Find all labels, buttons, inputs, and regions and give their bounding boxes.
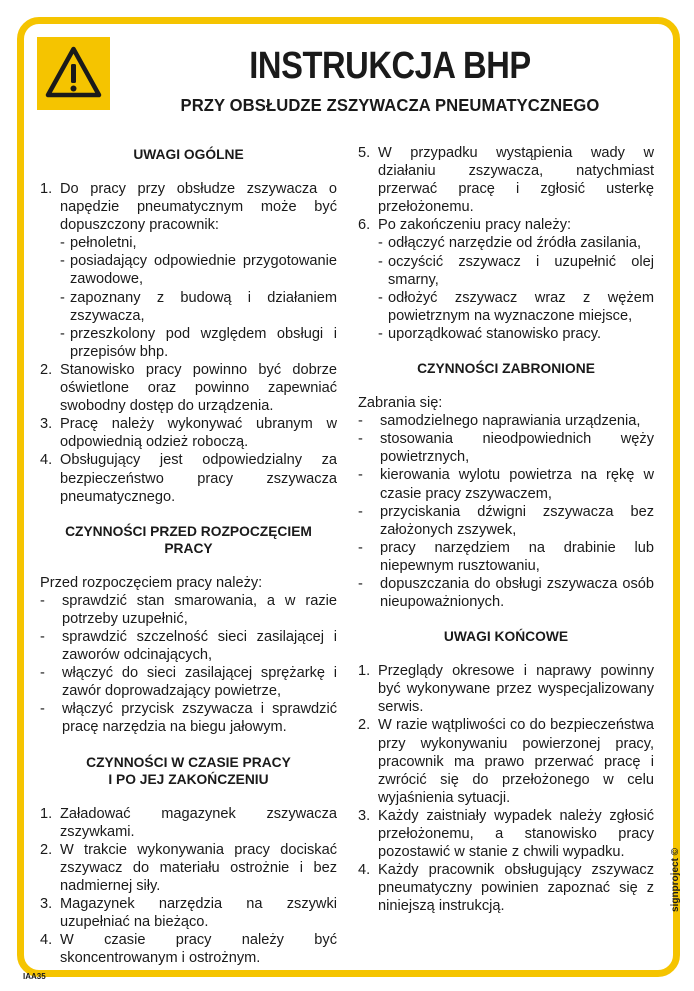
right-column — [358, 144, 654, 915]
sub-item: - przeszkolony pod względem obsługi i przepisów bhp. — [60, 325, 337, 360]
sub-item: - odłożyć zszywacz wraz z wężem powietrznym na wyznaczone miejsce, — [378, 289, 654, 324]
sub-item: - uporządkować stanowisko pracy. — [378, 325, 602, 342]
left-column — [40, 146, 337, 967]
list-item: 2. W trakcie wykonywania pracy dociskać zszywacz do materiału ostrożnie i bez nadmiernej siły. — [40, 841, 337, 894]
dash-item: - pracy narzędziem na drabinie lub niepewnym rusztowaniu, — [358, 539, 654, 574]
section-heading-during-work: CZYNNOŚCI W CZASIE PRACY — [86, 754, 291, 770]
dash-item: - przyciskania dźwigni zszywacza bez założonych zszywek, — [358, 503, 654, 538]
section-heading-during-work-line2: I PO JEJ ZAKOŃCZENIU — [108, 771, 269, 787]
list-item: 2. W razie wątpliwości co do bezpieczeństwa przy wykonywaniu powierzonej pracy, pracownik ma prawo przerwać pracę i zwrócić się do przełożonego w celu wyjaśnienia sytuacji. — [358, 717, 654, 806]
section-heading-general: UWAGI OGÓLNE — [133, 147, 244, 162]
dash-item: - dopuszczania do obsługi zszywacza osób nieupoważnionych. — [358, 575, 654, 611]
brand-label: signproject © — [670, 847, 681, 912]
page-subtitle: PRZY OBSŁUDZE ZSZYWACZA PNEUMATYCZNEGO — [180, 95, 600, 115]
section-heading-before-work: CZYNNOŚCI PRZED ROZPOCZĘCIEM PRACY — [65, 523, 312, 556]
section-intro: Przed rozpoczęciem pracy należy: — [40, 574, 263, 591]
list-item: 4. Każdy pracownik obsługujący zszywacz pneumatyczny powinien zapoznać się z niniejszą instrukcją. — [358, 862, 654, 915]
list-item: 5. W przypadku wystąpienia wady w działaniu zszywacza, natychmiast przerwać pracę i zgłosić usterkę przełożonemu. — [358, 145, 654, 216]
dash-item: - stosowania nieodpowiednich węży powietrznych, — [358, 431, 654, 466]
sub-item: - odłączyć narzędzie od źródła zasilania, — [378, 235, 642, 252]
list-item: 4. Obsługujący jest odpowiedzialny za bezpieczeństwo pracy zszywacza pneumatycznego. — [40, 452, 337, 505]
dash-item: - sprawdzić stan smarowania, a w razie potrzeby uzupełnić, — [40, 592, 337, 627]
section-intro: Zabrania się: — [358, 395, 443, 412]
list-item: 1. Załadować magazynek zszywacza zszywkami. — [40, 805, 337, 840]
list-item: 2. Stanowisko pracy powinno być dobrze oświetlone oraz powinno zapewniać swobodny dostęp do urządzenia. — [40, 361, 337, 415]
dash-item: - sprawdzić szczelność sieci zasilającej i zaworów odcinających, — [40, 628, 337, 664]
list-item: 3. Pracę należy wykonywać ubranym w odpowiednią odzież roboczą. — [40, 416, 337, 451]
list-item: 6. Po zakończeniu pracy należy: — [358, 217, 572, 234]
warning-triangle-icon — [37, 37, 110, 110]
page-title: INSTRUKCJA BHP — [249, 45, 531, 87]
warning-sign — [37, 37, 110, 110]
list-item: 4. W czasie pracy należy być skoncentrowanym i ostrożnym. — [40, 932, 337, 967]
sub-item: - pełnoletni, — [60, 235, 137, 252]
dash-item: - włączyć do sieci zasilającej sprężarkę i zawór doprowadzający powietrze, — [40, 665, 337, 700]
dash-item: - samodzielnego naprawiania urządzenia, — [358, 413, 641, 430]
sub-item: - oczyścić zszywacz i uzupełnić olej smarny, — [378, 253, 654, 288]
dash-item: - włączyć przycisk zszywacza i sprawdzić pracę narzędzia na biegu jałowym. — [40, 701, 337, 736]
section-heading-forbidden: CZYNNOŚCI ZABRONIONE — [417, 361, 595, 377]
list-item: 1. Do pracy przy obsłudze zszywacza o napędzie pneumatycznym może być dopuszczony pracownik: — [40, 181, 337, 234]
list-item: 3. Magazynek narzędzia na zszywki uzupełniać na bieżąco. — [40, 896, 337, 931]
sub-item: - posiadający odpowiednie przygotowanie zawodowe, — [60, 253, 337, 288]
product-code: IAA35 — [23, 972, 46, 981]
section-heading-final: UWAGI KOŃCOWE — [443, 629, 569, 645]
sub-item: - zapoznany z budową i działaniem zszywacza, — [60, 289, 337, 324]
list-item: 1. Przeglądy okresowe i naprawy powinny być wykonywane przez wyspecjalizowany serwis. — [358, 663, 654, 716]
list-item: 3. Każdy zaistniały wypadek należy zgłosić przełożonemu, a stanowisko pracy pozostawić w stanie z chwili wypadku. — [358, 807, 654, 861]
dash-item: - kierowania wylotu powietrza na rękę w czasie pracy zszywaczem, — [358, 467, 654, 502]
